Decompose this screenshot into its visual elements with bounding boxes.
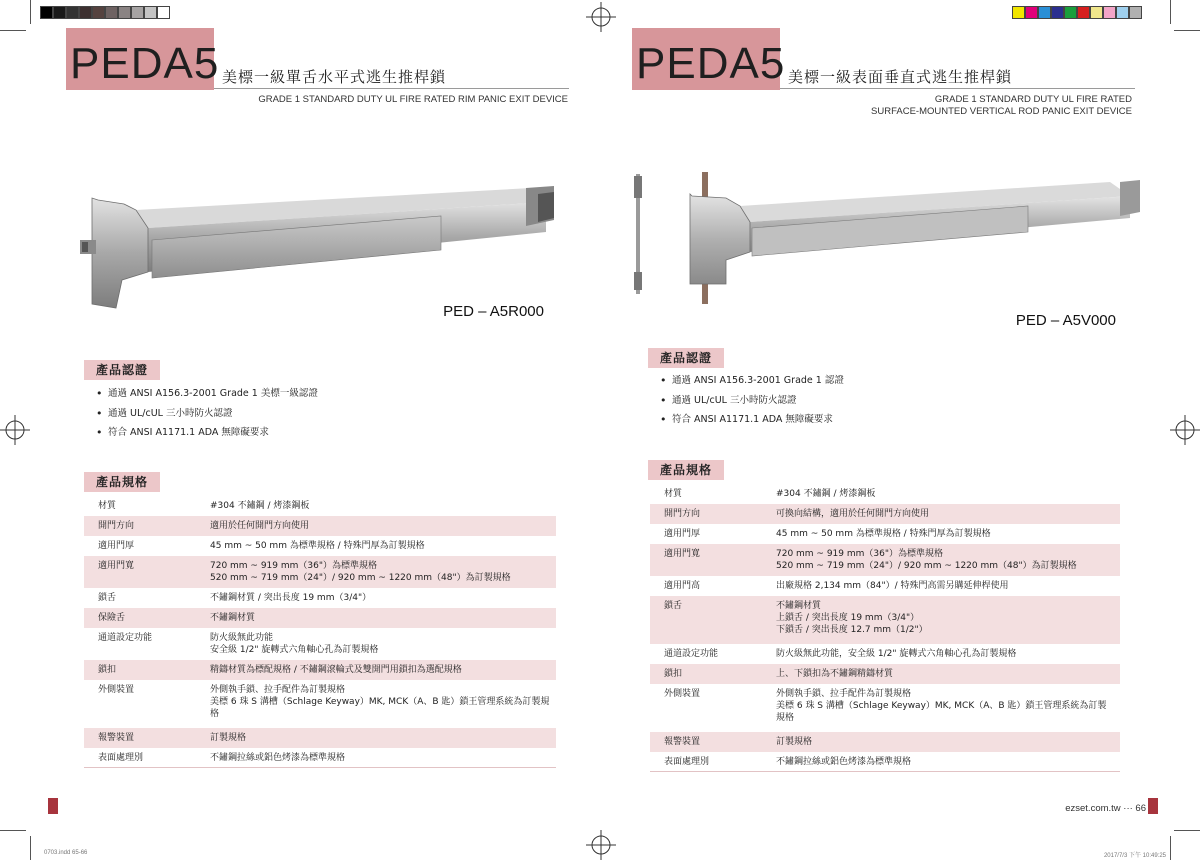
specification-table [84, 496, 556, 768]
model-code: PEDA5 [636, 39, 786, 88]
certification-heading: 產品認證 [648, 348, 724, 368]
table-row: 外側裝置 外側執手鎖、拉手配件為訂製規格 美標 6 珠 S 溝槽（Schlage Keyway）MK, MCK（A、B 匙）鎖王管理系統為訂製規格 [98, 685, 550, 719]
table-row: 適用門厚 45 mm ~ 50 mm 為標準規格 / 特殊門厚為訂製規格 [98, 541, 425, 551]
list-item: • 通過 UL/cUL 三小時防火認證 [96, 404, 318, 424]
table-row: 通道設定功能 防火級無此功能 安全級 1/2" 旋轉式六角軸心孔為訂製規格 [98, 633, 379, 655]
model-code: PEDA5 [70, 39, 220, 88]
table-row: 適用門寬 720 mm ~ 919 mm（36"）為標準規格 520 mm ~ 719 mm（24"）/ 920 mm ~ 1220 mm（48"）為訂製規格 [84, 556, 556, 588]
specification-table [650, 484, 1120, 772]
english-subtitle: GRADE 1 STANDARD DUTY UL FIRE RATED RIM PANIC EXIT DEVICE [258, 94, 568, 105]
certification-list [660, 371, 844, 430]
page-tab-marker [1148, 798, 1158, 814]
table-row: 開門方向 適用於任何開門方向使用 [84, 516, 556, 536]
rim-exit-device-photo [76, 180, 566, 310]
list-item: • 符合 ANSI A1171.1 ADA 無障礙要求 [96, 423, 318, 443]
vertical-rod-exit-device-photo [630, 172, 1150, 304]
table-row: 適用門寬 720 mm ~ 919 mm（36"）為標準規格 520 mm ~ 719 mm（24"）/ 920 mm ~ 1220 mm（48"）為訂製規格 [650, 544, 1120, 576]
print-slug: 0703.indd 65-66 [44, 850, 88, 856]
right-page [600, 0, 1200, 860]
print-slug: 2017/7/3 下午 10:49:25 [1103, 853, 1166, 859]
table-row: 通道設定功能 防火級無此功能，安全級 1/2" 旋轉式六角軸心孔為訂製規格 [664, 649, 1017, 659]
table-row: 外側裝置 外側執手鎖、拉手配件為訂製規格 美標 6 珠 S 溝槽（Schlage Keyway）MK, MCK（A、B 匙）鎖王管理系統為訂製規格 [664, 689, 1107, 723]
page-title: 美標一級表面垂直式逃生推桿鎖 [788, 68, 1013, 86]
page-tab-marker [48, 798, 58, 814]
table-row: 鎖扣 上、下鎖扣為不鏽鋼精鑄材質 [650, 664, 1120, 684]
footer-website-page-number: ezset.com.tw ··· 66 [1065, 803, 1146, 814]
specification-heading: 產品規格 [84, 472, 160, 492]
table-row: 適用門高 出廠規格 2,134 mm（84"）/ 特殊門高需另購延伸桿使用 [664, 581, 1009, 591]
table-row: 報警裝置 訂製規格 [84, 728, 556, 748]
table-row: 鎖舌 不鏽鋼材質 / 突出長度 19 mm（3/4"） [98, 593, 372, 603]
title-divider [780, 88, 1135, 89]
table-row: 表面處理別 不鏽鋼拉絲或鋁色烤漆為標準規格 [650, 752, 1120, 772]
table-row: 材質 #304 不鏽鋼 / 烤漆鋼板 [664, 489, 876, 499]
table-row: 鎖扣 精鑄材質為標配規格 / 不鏽鋼滾輪式及雙開門用鎖扣為選配規格 [84, 660, 556, 680]
product-code: PED – A5R000 [443, 303, 544, 320]
list-item: • 通過 UL/cUL 三小時防火認證 [660, 391, 844, 411]
page-title: 美標一級單舌水平式逃生推桿鎖 [222, 68, 447, 86]
table-row: 鎖舌 不鏽鋼材質 上鎖舌 / 突出長度 19 mm（3/4"） 下鎖舌 / 突出長度 12.7 mm（1/2"） [650, 596, 1120, 644]
table-row: 保險舌 不鏽鋼材質 [84, 608, 556, 628]
product-code: PED – A5V000 [1015, 312, 1116, 329]
english-subtitle: GRADE 1 STANDARD DUTY UL FIRE RATED SURFACE-MOUNTED VERTICAL ROD PANIC EXIT DEVICE [871, 94, 1132, 117]
certification-heading: 產品認證 [84, 360, 160, 380]
table-row: 報警裝置 訂製規格 [650, 732, 1120, 752]
title-divider [214, 88, 569, 89]
list-item: • 通過 ANSI A156.3-2001 Grade 1 美標一級認證 [96, 384, 318, 404]
table-row: 適用門厚 45 mm ~ 50 mm 為標準規格 / 特殊門厚為訂製規格 [664, 529, 991, 539]
certification-list [96, 384, 318, 443]
list-item: • 通過 ANSI A156.3-2001 Grade 1 認證 [660, 371, 844, 391]
list-item: • 符合 ANSI A1171.1 ADA 無障礙要求 [660, 410, 844, 430]
table-row: 表面處理別 不鏽鋼拉絲或鋁色烤漆為標準規格 [84, 748, 556, 768]
table-row: 開門方向 可換向結構，適用於任何開門方向使用 [650, 504, 1120, 524]
table-row: 材質 #304 不鏽鋼 / 烤漆鋼板 [98, 501, 310, 511]
specification-heading: 產品規格 [648, 460, 724, 480]
